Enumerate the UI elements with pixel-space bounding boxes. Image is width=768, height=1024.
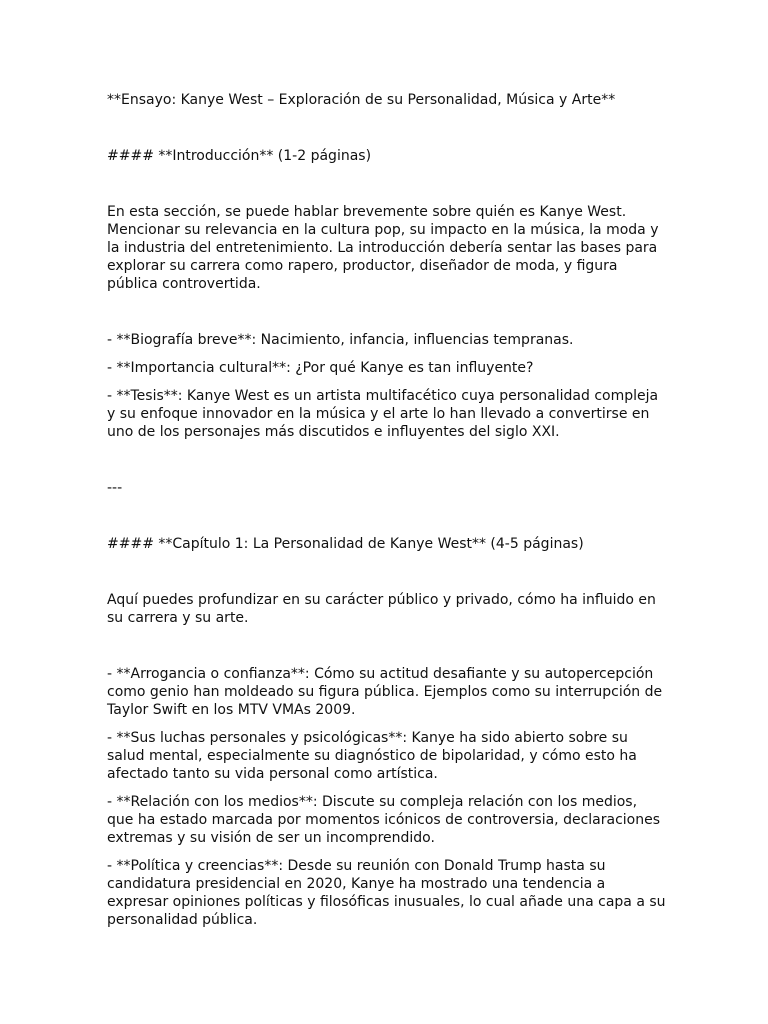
document-title: **Ensayo: Kanye West – Exploración de su Personalidad, Música y Arte** — [107, 92, 616, 108]
intro-bullet-biografia: - **Biografía breve**: Nacimiento, infancia, influencias tempranas. — [107, 332, 574, 348]
chapter1-bullet-politica: - **Política y creencias**: Desde su reunión con Donald Trump hasta su candidatura presidencial en 2020, Kanye ha mostrado una tendencia a expresar opiniones políticas y filosóficas inusuales, lo cual añade una capa a su personalidad pública. — [107, 858, 666, 928]
chapter1-bullet-luchas: - **Sus luchas personales y psicológicas**: Kanye ha sido abierto sobre su salud mental, especialmente su diagnóstico de bipolaridad, y cómo esto ha afectado tanto su vida personal como artística. — [107, 730, 637, 782]
chapter1-heading: #### **Capítulo 1: La Personalidad de Kanye West** (4-5 páginas) — [107, 536, 584, 552]
chapter1-paragraph: Aquí puedes profundizar en su carácter público y privado, cómo ha influido en su carrera y su arte. — [107, 592, 656, 626]
intro-bullet-importancia: - **Importancia cultural**: ¿Por qué Kanye es tan influyente? — [107, 360, 534, 376]
intro-heading: #### **Introducción** (1-2 páginas) — [107, 148, 372, 164]
chapter1-bullet-medios: - **Relación con los medios**: Discute su compleja relación con los medios, que ha estado marcada por momentos icónicos de controversia, declaraciones extremas y su visión de ser un incomprendido. — [107, 794, 661, 846]
intro-paragraph: En esta sección, se puede hablar brevemente sobre quién es Kanye West. Mencionar su relevancia en la cultura pop, su impacto en la música, la moda y la industria del entretenimiento. La introducción debería sentar las bases para explorar su carrera como rapero, productor, diseñador de moda, y figura pública controvertida. — [107, 204, 659, 292]
chapter1-bullet-arrogancia: - **Arrogancia o confianza**: Cómo su actitud desafiante y su autopercepción como genio han moldeado su figura pública. Ejemplos como su interrupción de Taylor Swift en los MTV VMAs 2009. — [107, 666, 663, 718]
intro-bullet-tesis: - **Tesis**: Kanye West es un artista multifacético cuya personalidad compleja y su enfoque innovador en la música y el arte lo han llevado a convertirse en uno de los personajes más discutidos e influyentes del siglo XXI. — [107, 388, 659, 440]
section-separator: --- — [107, 480, 123, 496]
document-body — [107, 91, 667, 939]
